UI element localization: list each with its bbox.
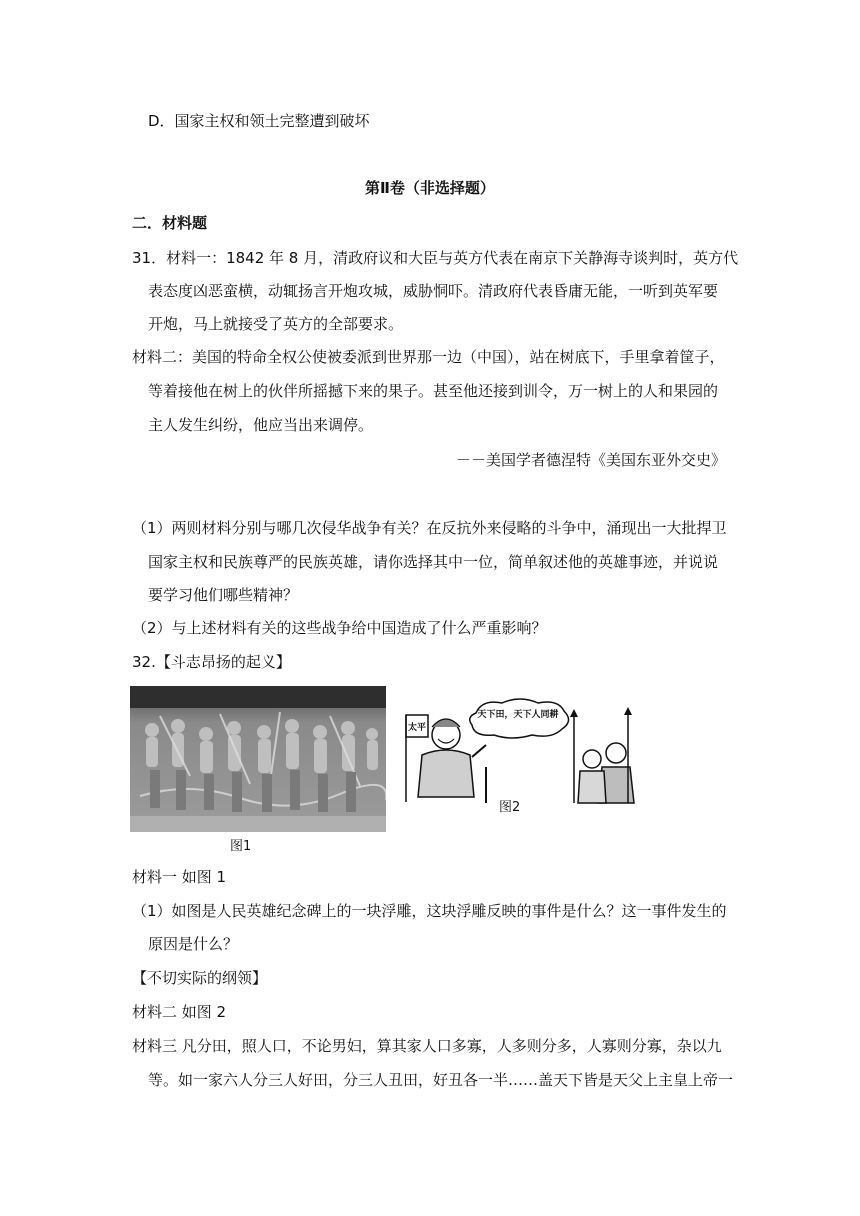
cartoon-image xyxy=(402,697,642,807)
q31-source: －－美国学者德涅特《美国东亚外交史》 xyxy=(455,451,726,469)
q31-material1-line2: 表态度凶恶蛮横，动辄扬言开炮攻城，威胁恫吓。清政府代表昏庸无能，一听到英军要 xyxy=(148,282,719,300)
q31-material2-line2: 等着接他在树上的伙伴所摇撼下来的果子。甚至他还接到训令，万一树上的人和果园的 xyxy=(148,382,719,400)
q31-question1-line2: 国家主权和民族尊严的民族英雄，请你选择其中一位，简单叙述他的英雄事迹，并说说 xyxy=(148,553,719,571)
q31-material2-line1: 材料二：美国的特命全权公使被委派到世界那一边（中国），站在树底下，手里拿着筐子， xyxy=(132,348,725,366)
q31-material1-line3: 开炮，马上就接受了英方的全部要求。 xyxy=(148,315,404,333)
q31-material1-line1: 31．材料一：1842 年 8 月，清政府议和大臣与英方代表在南京下关静海寺谈判时，英方代 xyxy=(132,249,739,267)
cartoon-banner-text: 天下田，天下人同耕 xyxy=(477,710,559,720)
figure2-caption: 图2 xyxy=(499,800,521,815)
cartoon-flag-text: 太平 xyxy=(407,723,427,733)
part-title: 二．材料题 xyxy=(132,214,208,232)
relief-image xyxy=(130,686,386,832)
q32-subtitle: 【不切实际的纲领】 xyxy=(132,969,268,987)
option-d: D．国家主权和领土完整遭到破坏 xyxy=(148,112,370,130)
q32-title: 32.【斗志昂扬的起义】 xyxy=(132,653,291,671)
figure1-caption: 图1 xyxy=(230,839,252,854)
q32-question1-line2: 原因是什么？ xyxy=(148,935,239,953)
q32-material1: 材料一 如图 1 xyxy=(132,868,227,886)
q31-question1-line3: 要学习他们哪些精神？ xyxy=(148,586,299,604)
section-title: 第Ⅱ卷（非选择题） xyxy=(365,179,495,197)
q32-question1-line1: （1）如图是人民英雄纪念碑上的一块浮雕，这块浮雕反映的事件是什么？这一事件发生的 xyxy=(132,902,727,920)
q31-question1-line1: （1）两则材料分别与哪几次侵华战争有关？在反抗外来侵略的斗争中，涌现出一大批捍卫 xyxy=(132,519,727,537)
q32-material3-line2: 等。如一家六人分三人好田，分三人丑田，好丑各一半……盖天下皆是天父上主皇上帝一 xyxy=(148,1071,734,1089)
q32-material3-line1: 材料三 凡分田，照人口，不论男妇，算其家人口多寡，人多则分多，人寡则分寡，杂以九 xyxy=(132,1037,722,1055)
q32-material2: 材料二 如图 2 xyxy=(132,1003,227,1021)
q31-question2: （2）与上述材料有关的这些战争给中国造成了什么严重影响？ xyxy=(132,619,547,637)
q31-material2-line3: 主人发生纠纷，他应当出来调停。 xyxy=(148,416,374,434)
